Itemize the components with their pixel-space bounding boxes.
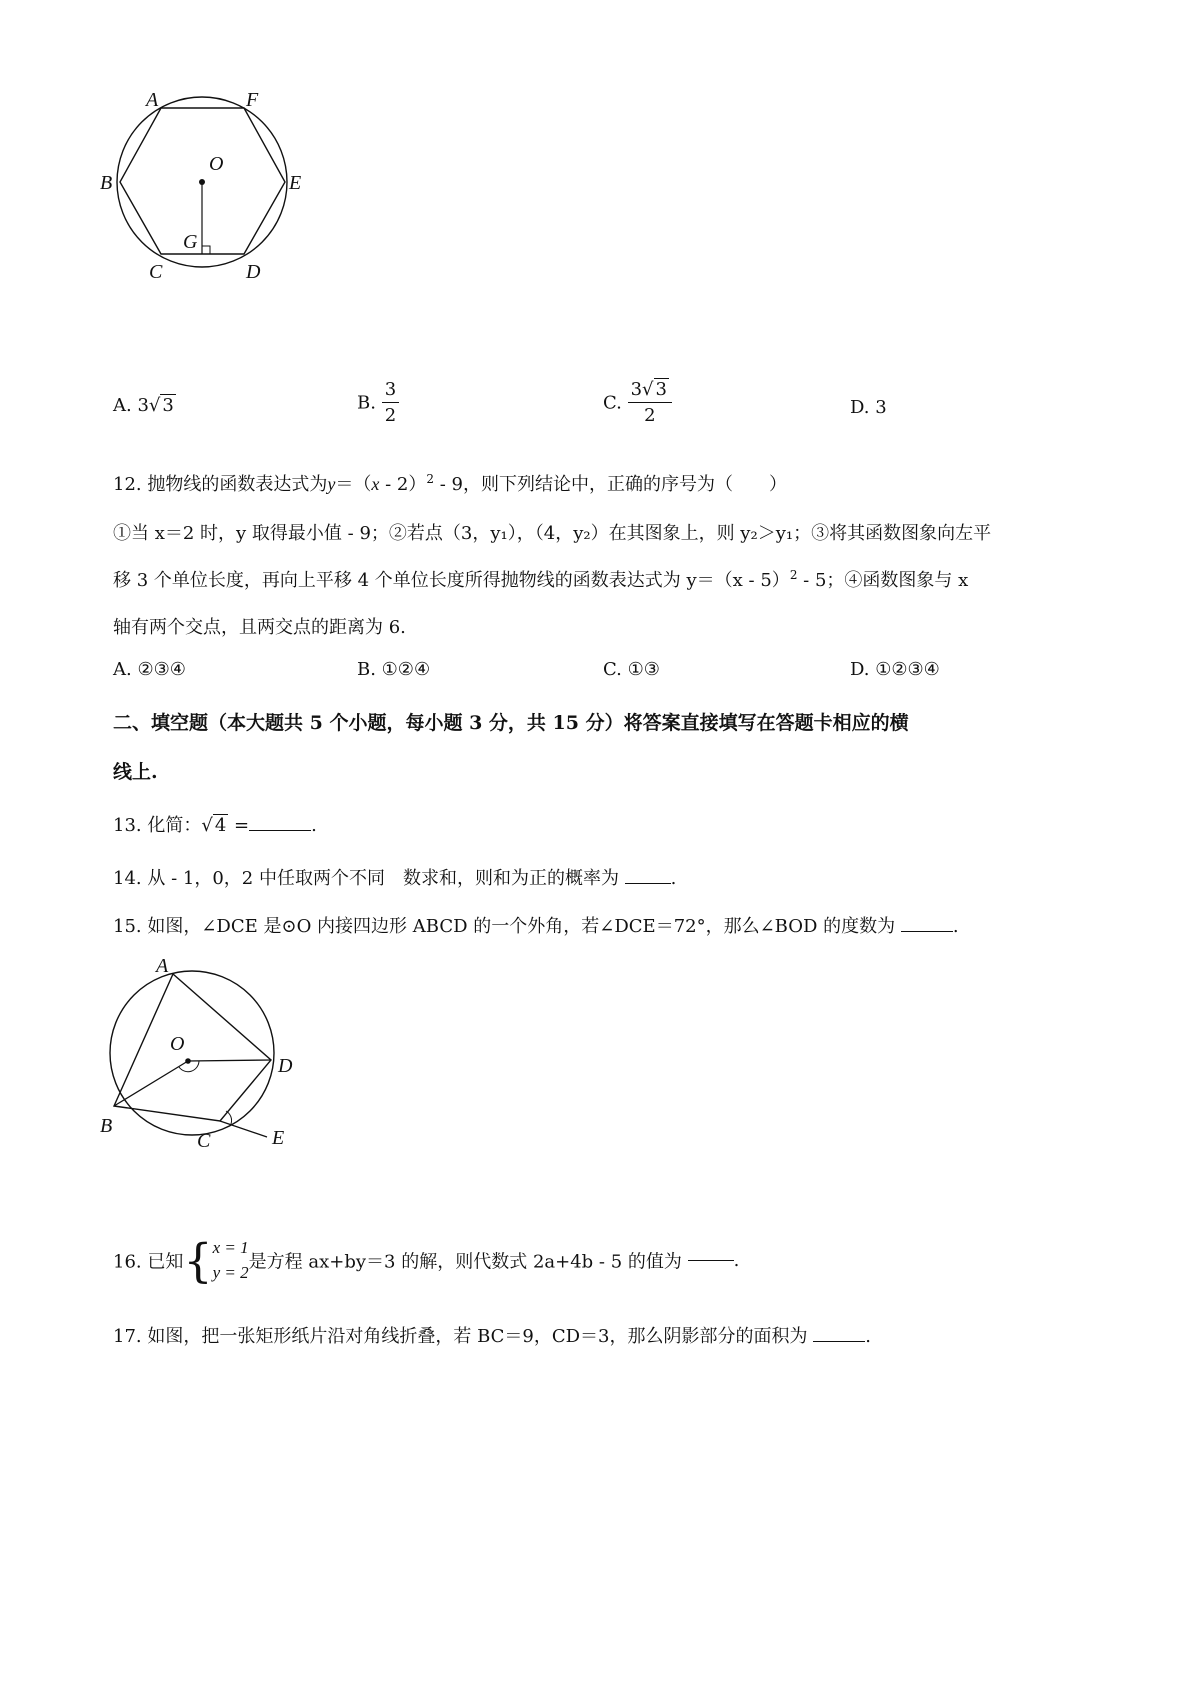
q14-text: 14. 从 - 1，0，2 中任取两个不同 数求和，则和为正的概率为: [113, 868, 625, 889]
equation-system: [213, 1236, 249, 1285]
label-a: A: [156, 955, 169, 977]
label-c: C: [197, 1130, 211, 1152]
label-e: E: [289, 172, 302, 194]
q11-option-c-prefix: C.: [603, 392, 622, 414]
q16-prefix: 16. 已知: [113, 1251, 184, 1273]
q12-option-a: A. ②③④: [113, 659, 186, 680]
label-d: D: [246, 261, 261, 283]
equation-1: x = 1: [212, 1238, 249, 1257]
q12-line-1: [113, 470, 787, 496]
q15-text: 15. 如图，∠DCE 是⊙O 内接四边形 ABCD 的一个外角，若∠DCE＝72°，那么∠BOD 的度数为: [113, 916, 901, 937]
label-d: D: [278, 1055, 293, 1077]
q11-option-b: [357, 380, 399, 426]
q11-option-c-coef: 3: [630, 379, 643, 400]
label-o: O: [209, 153, 224, 175]
q12-line-3-b: - 5；④函数图象与 x: [797, 570, 969, 591]
segment-ce-extension: [220, 1121, 267, 1137]
q17-answer-blank: [813, 1341, 865, 1342]
section-2-heading-line-1: 二、填空题（本大题共 5 个小题，每小题 3 分，共 15 分）将答案直接填写在答题卡相应的横: [113, 712, 909, 734]
q12-line-2: ①当 x＝2 时，y 取得最小值 - 9；②若点（3，y₁），（4，y₂）在其图象上，则 y₂＞y₁；③将其函数图象向左平: [113, 523, 992, 544]
q12-stem-f: - 9，则下列结论中，正确的序号为（ ）: [433, 474, 787, 495]
cyclic-quadrilateral-figure: [100, 955, 300, 1155]
q11-option-c: C. $\frac{3√ 3}{2}$: [603, 380, 672, 426]
q13-radicand: 4: [214, 815, 227, 836]
q16: [113, 1233, 740, 1288]
q11-option-d: D. 3: [850, 397, 887, 418]
q11-option-b-numerator: 3: [382, 380, 399, 403]
q14-end: .: [670, 868, 677, 889]
q12-option-d: D. ①②③④: [850, 659, 940, 680]
quadrilateral-abcd: [114, 974, 271, 1121]
center-point-o: [185, 1058, 191, 1064]
q12-option-c: C. ①③: [603, 659, 660, 680]
q16-end: .: [733, 1250, 740, 1272]
q11-option-c-denominator: 2: [644, 404, 656, 426]
hexagon-figure: [100, 85, 330, 305]
segment-od: [188, 1060, 271, 1061]
q12-stem-c: ＝（: [335, 474, 372, 495]
q12-stem-e: - 2）: [379, 474, 427, 495]
q12-line-3: [113, 566, 968, 592]
q12-line-3-a: 移 3 个单位长度，再向上平移 4 个单位长度所得抛物线的函数表达式为 y＝（x - 5）: [113, 570, 790, 591]
q15-end: .: [952, 916, 959, 937]
section-2-heading-line-2: 线上.: [113, 761, 158, 783]
q13-end: .: [311, 815, 317, 836]
q12-stem-x: x: [371, 474, 380, 494]
label-b: B: [100, 172, 113, 194]
q12-option-b: B. ①②④: [357, 659, 431, 680]
label-f: F: [246, 89, 259, 111]
q11-option-c-radicand: 3: [655, 379, 667, 400]
label-e: E: [272, 1127, 285, 1149]
circle-o: [110, 971, 274, 1135]
q17: [113, 1322, 871, 1348]
right-angle-mark: [202, 246, 210, 254]
q12-line-3-sup: 2: [789, 568, 798, 582]
q15: [113, 912, 959, 938]
q16-suffix: 是方程 ax+by＝3 的解，则代数式 2a+4b - 5 的值为: [248, 1251, 688, 1273]
q11-option-a: A. 3√ 3: [113, 395, 174, 416]
q13-equals: =: [228, 815, 250, 836]
q12-stem-sup: 2: [426, 472, 434, 486]
q13: 13. 化简：√ 4 = .: [113, 815, 317, 836]
q17-text: 17. 如图，把一张矩形纸片沿对角线折叠，若 BC＝9，CD＝3，那么阴影部分的面积为: [113, 1326, 814, 1347]
q15-answer-blank: [901, 931, 953, 932]
label-a: A: [146, 89, 159, 111]
q11-option-b-prefix: B.: [357, 392, 376, 414]
q11-option-b-denominator: 2: [384, 404, 397, 426]
label-g: G: [183, 231, 198, 253]
q14-answer-blank: [625, 883, 671, 884]
segment-ob: [114, 1061, 188, 1106]
q11-option-a-radicand: 3: [162, 395, 174, 416]
label-o: O: [170, 1033, 185, 1055]
q12-stem-y: y: [327, 474, 336, 494]
q11-option-a-prefix: A. 3: [113, 395, 149, 416]
q12-line-4: 轴有两个交点，且两交点的距离为 6.: [113, 617, 406, 638]
q12-stem-a: 12. 抛物线的函数表达式为: [113, 474, 328, 495]
equation-2: y = 2: [212, 1262, 249, 1282]
q13-answer-blank: [249, 830, 311, 831]
system-brace: {: [183, 1233, 213, 1288]
label-c: C: [149, 261, 163, 283]
q13-prefix: 13. 化简：: [113, 815, 202, 836]
q14: [113, 864, 676, 890]
label-b: B: [100, 1115, 113, 1137]
q17-end: .: [865, 1326, 871, 1347]
center-point-o: [199, 179, 205, 185]
q16-answer-blank: [688, 1260, 734, 1261]
